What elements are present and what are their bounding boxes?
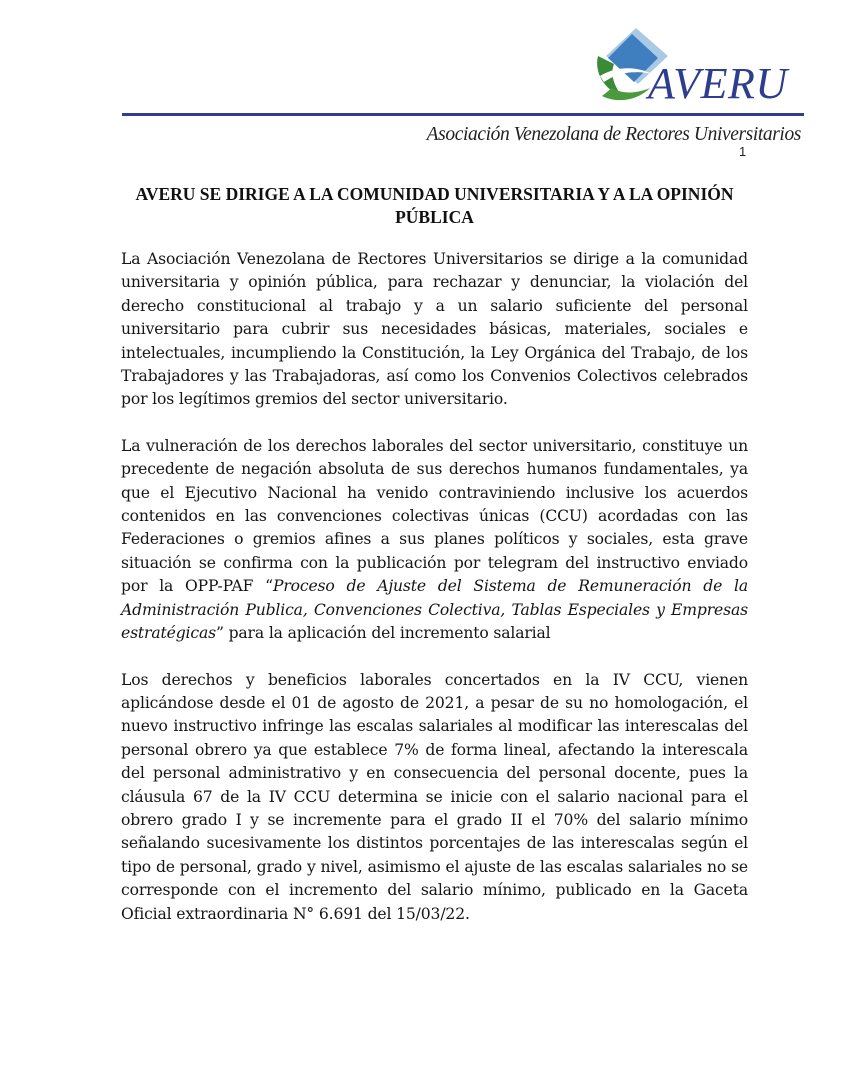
paragraph-2 [121,435,748,646]
paragraph-3: Los derechos y beneficios laborales concertados en la IV CCU, vienen aplicándose desde el 01 de agosto de 2021, a pesar de su no homologación, el nuevo instructivo infringe las escalas salariales al modificar las interescalas del personal obrero ya que establece 7% de forma lineal, afectando la interescala del personal administrativo y en consecuencia del personal docente, pues la cláusula 67 de la IV CCU determina se inicie con el salario nacional para el obrero grado I y se incremente para el grado II el 70% del salario mínimo señalando sucesivamente los distintos porcentajes de las interescalas según el tipo de personal, grado y nivel, asimismo el ajuste de las escalas salariales no se corresponde con el incremento del salario mínimo, publicado en la Gaceta Oficial extraordinaria N° 6.691 del 15/03/22. [121,670,748,923]
logo-wordmark: AVERU [648,59,788,108]
document-title: AVERU SE DIRIGE A LA COMUNIDAD UNIVERSITARIA Y A LA OPINIÓN PÚBLICA [135,184,734,227]
association-name: Asociación Venezolana de Rectores Universitarios [426,124,801,145]
paragraph-1: La Asociación Venezolana de Rectores Universitarios se dirige a la comunidad universitaria y opinión pública, para rechazar y denunciar, la violación del derecho constitucional al trabajo y a un salario suficiente del personal universitario para cubrir sus necesidades básicas, materiales, sociales e intelectuales, incumpliendo la Constitución, la Ley Orgánica del Trabajo, de los Trabajadores y las Trabajadoras, así como los Convenios Colectivos celebrados por los legítimos gremios del sector universitario. [121,250,748,409]
document-body [121,248,748,949]
page-number: 1 [739,144,747,159]
paragraph-2-text-end: ” para la aplicación del incremento salarial [215,624,551,643]
paragraph-2-text-start: La vulneración de los derechos laborales del sector universitario, constituye un precedente de negación absoluta de sus derechos humanos fundamentales, ya que el Ejecutivo Nacional ha venido contraviniendo inclusive los acuerdos contenidos en las convenciones colectivas únicas (CCU) acordadas con las Federaciones o gremios afines a sus planes políticos y sociales, esta grave situación se confirma con la publicación por telegram del instructivo enviado por la OPP-PAF “ [121,436,748,596]
paragraph-2-instructivo-title: Proceso de Ajuste del Sistema de Remuneración de la Administración Publica, Convenciones Colectiva, Tablas Especiales y Empresas estratégicas [121,577,748,643]
letterhead [0,0,849,170]
header-divider [122,113,804,116]
